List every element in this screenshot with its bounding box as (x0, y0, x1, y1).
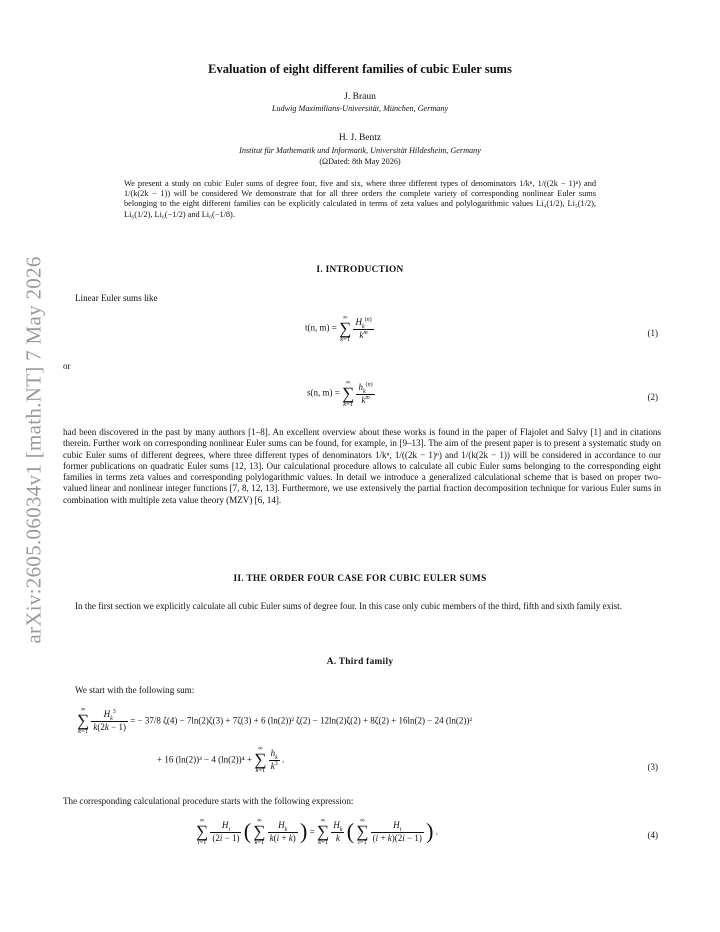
summation-symbol: ∞ ∑ i=1 (356, 817, 369, 846)
intro-body: had been discovered in the past by many authors [1–8]. An excellent overview about these works is found in the paper of Flajolet and Salvy [1] and in citations therein. Further work on corresponding nonlinear Euler sums can be found, for example, in [9–13]. The aim of the present paper is to present a systematic study on cubic Euler sums of different degrees, where three different types of denominators 1/kⁿ, 1/((2k − 1)ⁿ) and 1/(k(2k − 1)) will be considered in accordance to our former publications on quadratic Euler sums [12, 13]. Our calculational procedure allows to calculate all cubic Euler sums belonging to the corresponding eight families in terms zeta values and corresponding polylogarithmic values. In detail we introduce a generalized calculational scheme that is based on proper two-valued linear and nonlinear integer functions [7, 8, 12, 13]. Furthermore, we use extensively the partial fraction decomposition technique for various Euler sums in combination with multiple zeta value theory (MZV) [6, 14]. (63, 427, 661, 505)
abstract: We present a study on cubic Euler sums of degree four, five and six, where three different types of denominators 1/kⁿ, 1/((2k − 1)ⁿ) and 1/(k(2k − 1)) will be considered We demonstrate that for all three orders the complete variety of corresponding nonlinear Euler sums belonging to the eight different families can be explicitly calculated in terms of zeta values and polylogarithmic values Li₄(1/2), Li₅(1/2), Li₆(1/2), Li₆(−1/2) and Li₆(−1/8). (124, 179, 596, 219)
section-heading: I. INTRODUCTION (316, 265, 404, 275)
dated-line: (ΩDated: 8th May 2026) (319, 157, 401, 166)
equation-lhs: t(n, m) = (305, 322, 337, 333)
paragraph-lead: We start with the following sum: (75, 685, 195, 695)
fraction: $\frac{H_i}{(2i - 1)}$ (212, 819, 240, 844)
author-affiliation: Institut für Mathematik und Informatik, Universität Hildesheim, Germany (239, 146, 481, 155)
author-affiliation: Ludwig Maximilians-Universität, München, Germany (271, 104, 449, 113)
paper-title: Evaluation of eight different families of cubic Euler sums (208, 62, 512, 76)
author-name: J. Braun (344, 92, 376, 102)
fraction: $\frac{h_k^{(n)}}{k^m}$ (358, 381, 373, 406)
arxiv-stamp (8, 248, 60, 652)
arxiv-stamp-text: arXiv:2605.06034v1 [math.NT] 7 May 2026 (21, 256, 46, 644)
equation-2 (307, 379, 375, 408)
equation-number: (4) (647, 830, 658, 840)
equation-lhs: s(n, m) = (307, 387, 340, 398)
connector-text: or (63, 361, 71, 371)
summation-symbol: ∞ ∑ k=1 (342, 379, 355, 408)
fraction: $\frac{h_k}{k^3}$ (270, 747, 278, 772)
fraction: $\frac{H_k^3}{k(2k - 1)}$ (93, 708, 126, 733)
equation-4: ∞ ∑ i=1 $\frac{H_i}{(2i - 1)}$ ( ∞ ∑ k=1 $\frac{H_k}{k(i + k)}$ ) = ∞ ∑ k=1 $\frac{H_k}{k}$ ( ∞ ∑ i=1 $\frac{H_i}{(i + k)(2i - 1)}$ ) . (196, 817, 438, 846)
fraction: $\frac{H_k}{k}$ (333, 819, 343, 844)
summation-symbol: ∞ ∑ i=1 (196, 817, 209, 846)
equation-1 (305, 314, 374, 343)
fraction: $\frac{H_k}{k(i + k)}$ (269, 819, 296, 844)
equation-rhs: + 16 (ln(2))³ − 4 (ln(2))⁴ + (157, 754, 253, 765)
subsection-heading: A. Third family (326, 657, 394, 667)
equation-3-continued: + 16 (ln(2))³ − 4 (ln(2))⁴ + ∞ ∑ k=1 $\frac{h_k}{k^3}$ . (157, 745, 285, 774)
intro-lead: Linear Euler sums like (75, 293, 158, 303)
summation-symbol: ∞ ∑ k=1 (339, 314, 352, 343)
summation-symbol: ∞ ∑ k=1 (253, 817, 266, 846)
author-name: H. J. Bentz (338, 133, 382, 143)
summation-symbol: ∞ ∑ k=1 (316, 817, 330, 846)
section-body: In the first section we explicitly calculate all cubic Euler sums of degree four. In this case only cubic members of the third, fifth and sixth family exist. (75, 601, 622, 611)
paragraph-lead: The corresponding calculational procedure starts with the following expression: (63, 796, 354, 806)
equation-number: (2) (647, 392, 658, 402)
fraction: $\frac{H_k^{(n)}}{k^m}$ (355, 316, 372, 341)
section-heading: II. THE ORDER FOUR CASE FOR CUBIC EULER SUMS (233, 574, 487, 584)
fraction: $\frac{H_i}{(i + k)(2i - 1)}$ (372, 819, 422, 844)
equation-rhs: = − 37/8 ζ(4) − 7ln(2)ζ(3) + 7ζ(3) + 6 (ln(2))² ζ(2) − 12ln(2)ζ(2) + 8ζ(2) + 16ln(2) − 24 (ln(2))² (130, 715, 473, 726)
summation-symbol: ∞ ∑ k=1 (77, 706, 90, 735)
equation-3 (77, 706, 472, 735)
equation-number: (3) (647, 762, 658, 772)
summation-symbol: ∞ ∑ k=1 (254, 745, 267, 774)
equation-number: (1) (647, 328, 658, 338)
